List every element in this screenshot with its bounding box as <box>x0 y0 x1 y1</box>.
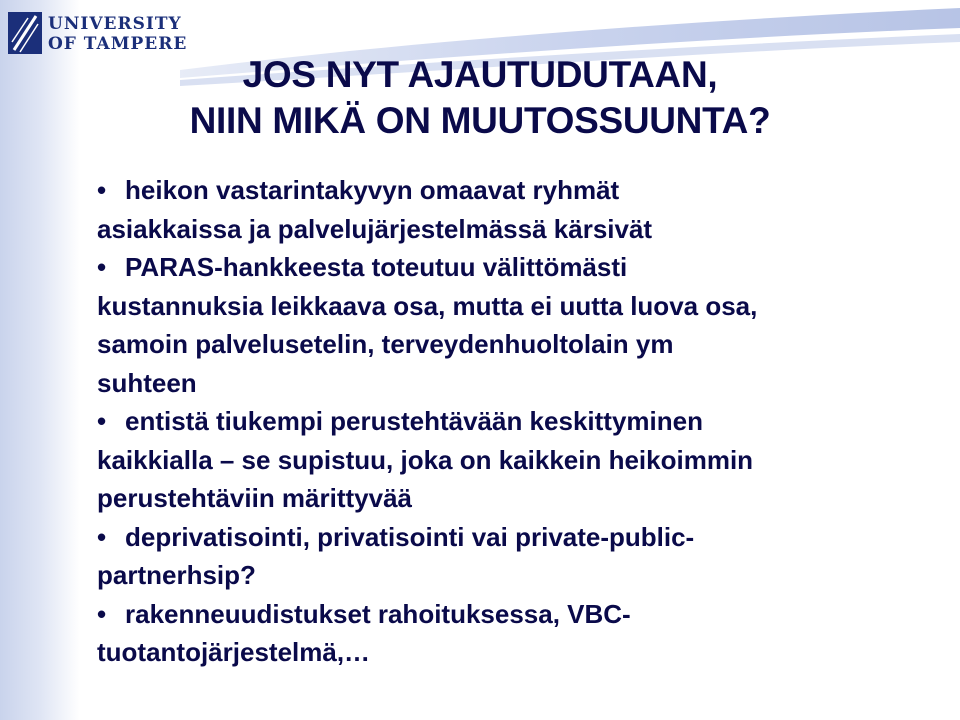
bullet-icon: • <box>97 521 107 552</box>
bullet-item <box>97 518 927 595</box>
bullet-continuation-line: kustannuksia leikkaava osa, mutta ei uutta luova osa, <box>97 290 758 321</box>
bullet-continuation-line: kaikkialla – se supistuu, joka on kaikkein heikoimmin <box>97 444 754 475</box>
bullet-text: heikon vastarintakyvyn omaavat ryhmät <box>125 175 620 205</box>
university-logo <box>8 8 188 58</box>
bullet-icon: • <box>97 175 107 205</box>
bullet-continuation-line: perustehtäviin märittyvää <box>97 483 413 513</box>
bullet-item <box>97 248 927 402</box>
bullet-continuation-line: samoin palvelusetelin, terveydenhuoltolain ym <box>97 329 674 359</box>
bullet-icon: • <box>97 252 107 282</box>
bullet-continuation-line: suhteen <box>97 367 197 398</box>
bullet-text: deprivatisointi, privatisointi vai private-public- <box>125 521 695 552</box>
bullet-icon: • <box>97 598 107 629</box>
bullet-text: entistä tiukempi perustehtävään keskittyminen <box>125 406 703 436</box>
bullet-text: PARAS-hankkeesta toteutuu välittömästi <box>125 252 628 282</box>
bullet-continuation-line: asiakkaissa ja palvelujärjestelmässä kärsivät <box>97 213 653 244</box>
university-logo-text <box>48 14 187 54</box>
bullet-item <box>97 402 927 518</box>
bullet-item <box>97 171 927 248</box>
bullet-first-line <box>97 518 927 557</box>
logo-line-1: UNIVERSITY <box>48 14 182 34</box>
bullet-text: rakenneuudistukset rahoituksessa, VBC- <box>125 598 631 629</box>
slide-title <box>150 52 810 144</box>
title-line-2: NIIN MIKÄ ON MUUTOSSUUNTA? <box>189 100 771 141</box>
bullet-first-line <box>97 171 927 210</box>
bullet-list <box>97 171 927 672</box>
bullet-first-line <box>97 595 927 634</box>
bullet-continuation-line: tuotantojärjestelmä,… <box>97 637 371 667</box>
university-logo-icon <box>8 12 42 54</box>
title-line-1: JOS NYT AJAUTUDUTAAN, <box>242 54 718 95</box>
left-gradient-band <box>0 0 80 720</box>
bullet-icon: • <box>97 406 107 436</box>
bullet-continuation-line: partnerhsip? <box>97 560 256 590</box>
bullet-first-line <box>97 402 927 441</box>
bullet-item <box>97 595 927 672</box>
logo-line-2: OF TAMPERE <box>48 34 188 54</box>
bullet-first-line <box>97 248 927 287</box>
